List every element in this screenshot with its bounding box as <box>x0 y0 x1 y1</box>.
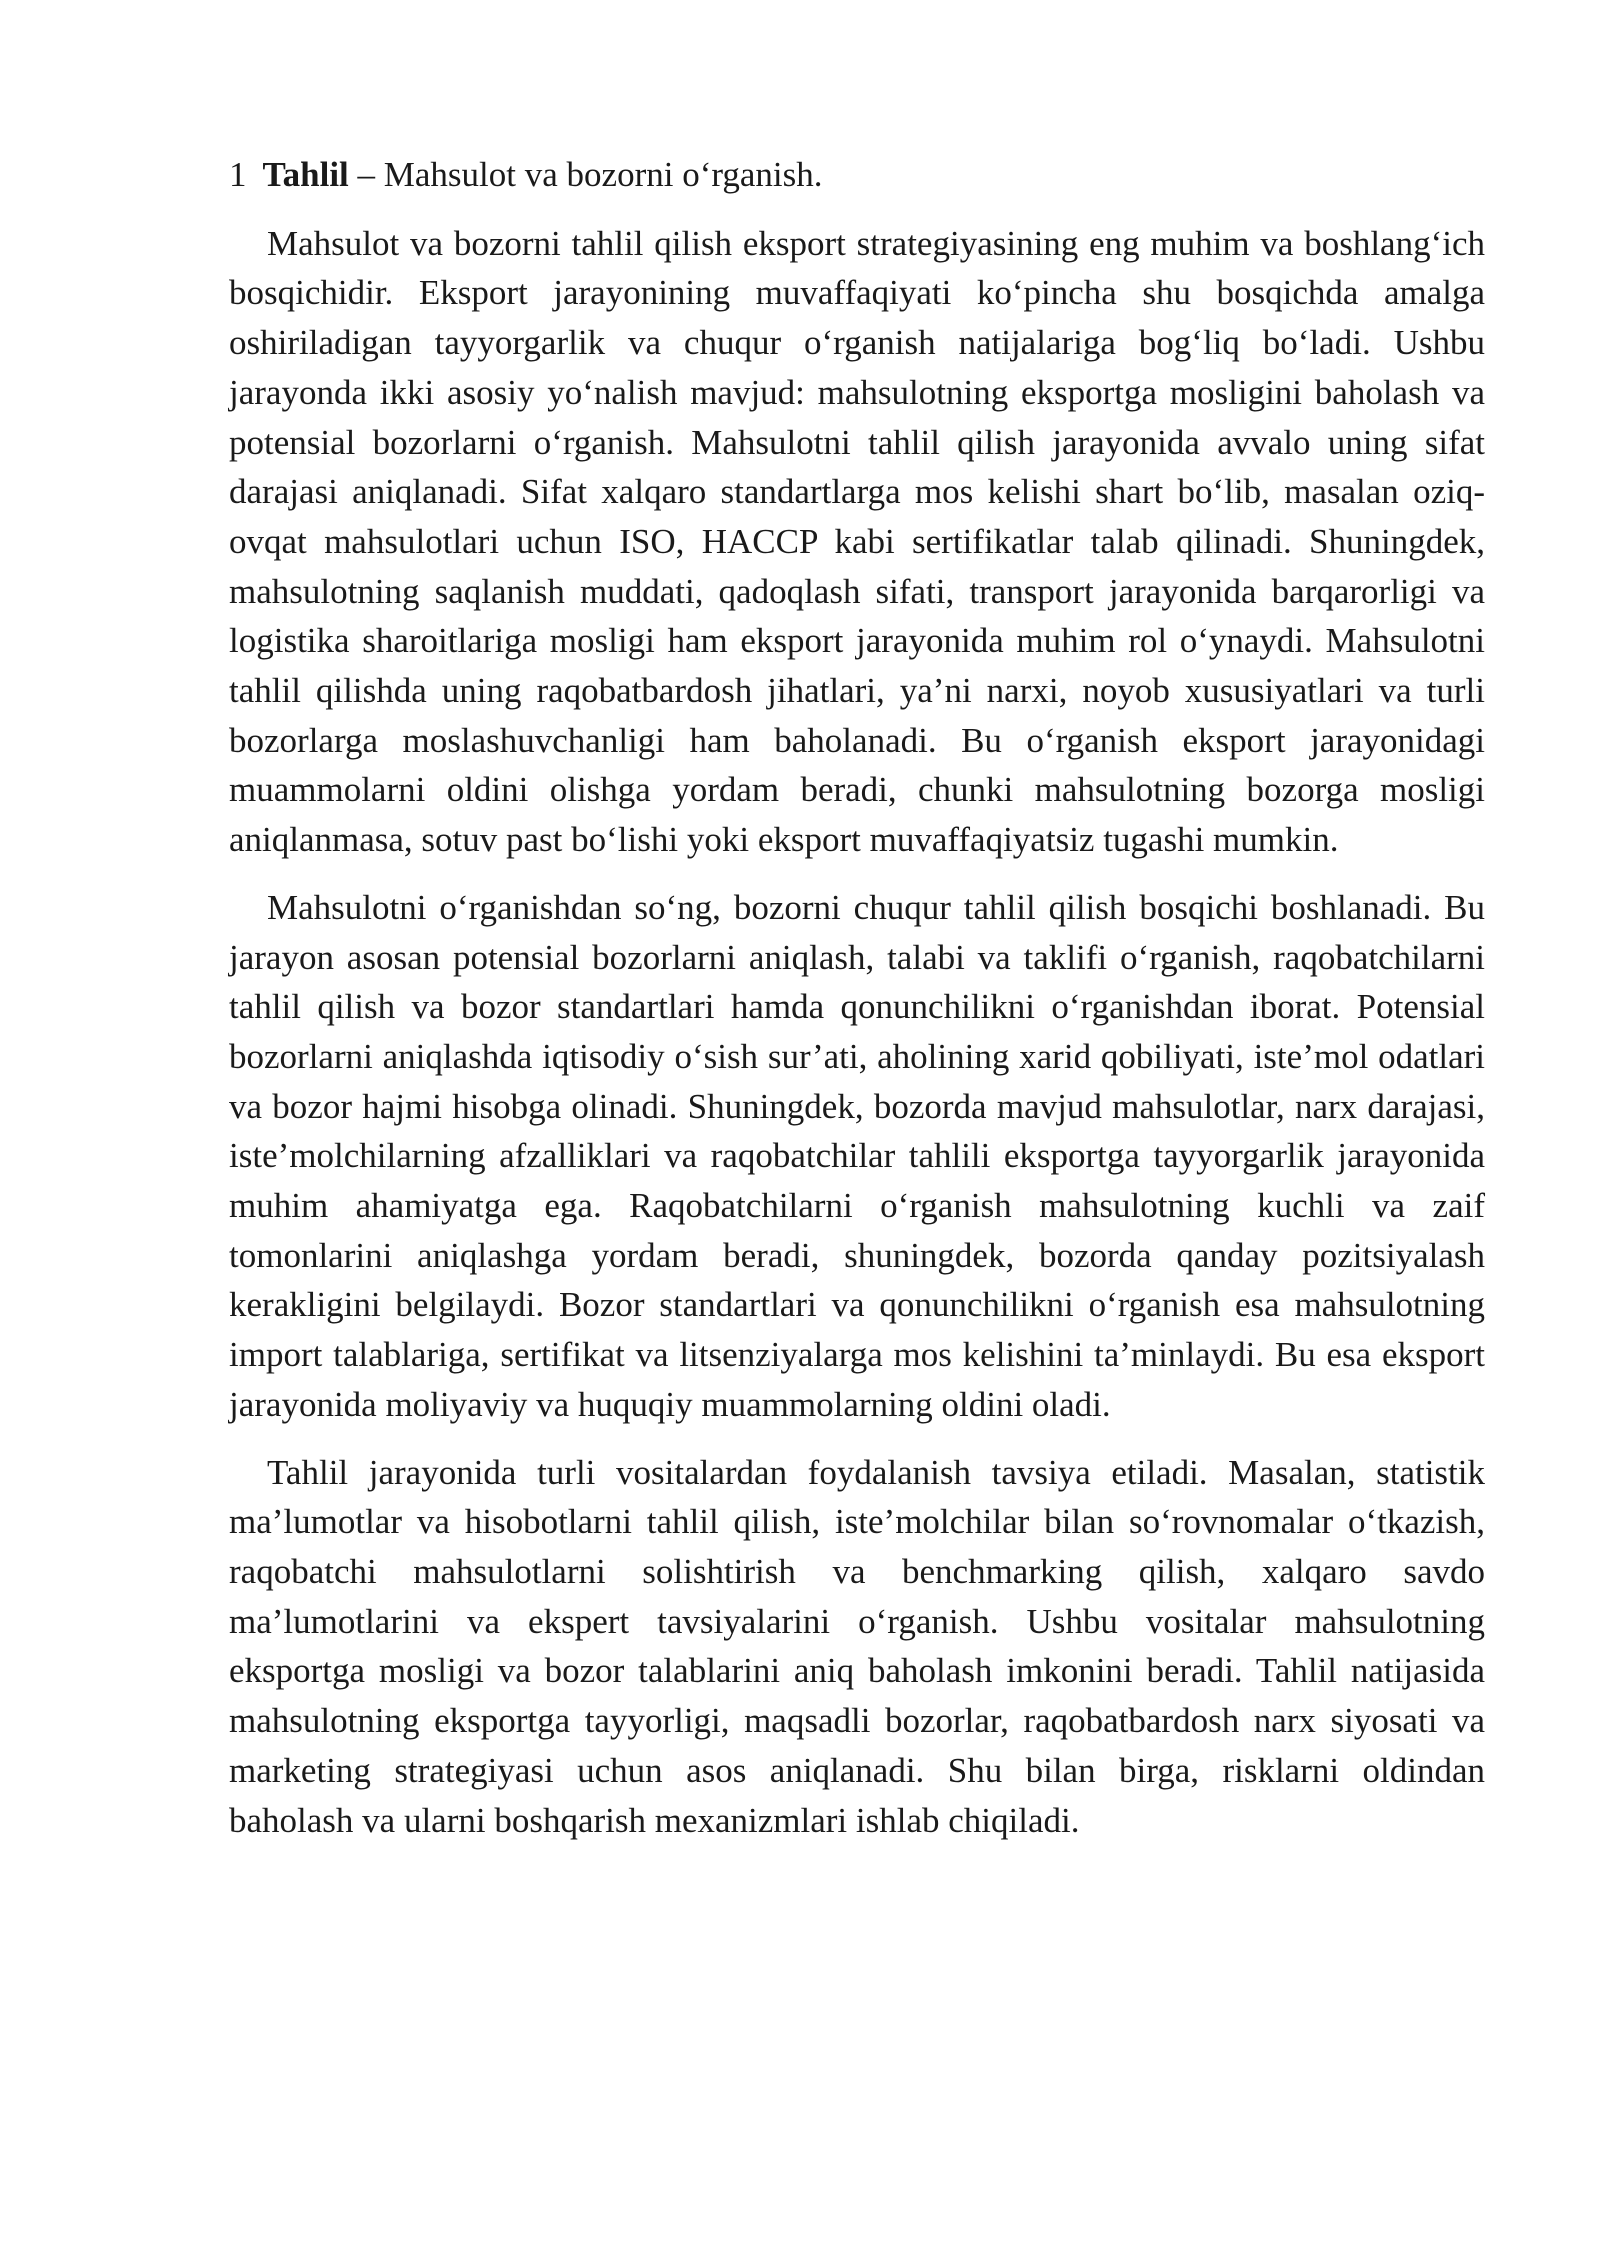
paragraph-analysis-tools: Tahlil jarayonida turli vositalardan foydalanish tavsiya etiladi. Masalan, statistik ma’lumotlar va hisobotlarni tahlil qilish, iste’molchilar bilan so‘rovnomalar o‘tkazish, raqobatchi mahsulotlarni solishtirish va benchmarking qilish, xalqaro savdo ma’lumotlarini va ekspert tavsiyalarini o‘rganish. Ushbu vositalar mahsulotning eksportga mosligi va bozor talablarini aniq baholash imkonini beradi. Tahlil natijasida mahsulotning eksportga tayyorligi, maqsadli bozorlar, raqobatbardosh narx siyosati va marketing strategiyasi uchun asos aniqlanadi. Shu bilan birga, risklarni oldindan baholash va ularni boshqarish mexanizmlari ishlab chiqiladi. <box>229 1452 1485 1840</box>
document-page <box>229 150 1485 1863</box>
paragraph-product-analysis: Mahsulot va bozorni tahlil qilish eksport strategiyasining eng muhim va boshlang‘ich bosqichidir. Eksport jarayonining muvaffaqiyati ko‘pincha shu bosqichda amalga oshiriladigan tayyorgarlik va chuqur o‘rganish natijalariga bog‘liq bo‘ladi. Ushbu jarayonda ikki asosiy yo‘nalish mavjud: mahsulotning eksportga mosligini baholash va potensial bozorlarni o‘rganish. Mahsulotni tahlil qilish jarayonida avvalo uning sifat darajasi aniqlanadi. Sifat xalqaro standartlarga mos kelishi shart bo‘lib, masalan oziq-ovqat mahsulotlari uchun ISO, HACCP kabi sertifikatlar talab qilinadi. Shuningdek, mahsulotning saqlanish muddati, qadoqlash sifati, transport jarayonida barqarorligi va logistika sharoitlariga mosligi ham eksport jarayonida muhim rol o‘ynaydi. Mahsulotni tahlil qilishda uning raqobatbardosh jihatlari, ya’ni narxi, noyob xususiyatlari va turli bozorlarga moslashuvchanligi ham baholanadi. Bu o‘rganish eksport jarayonidagi muammolarni oldini olishga yordam beradi, chunki mahsulotning bozorga mosligi aniqlanmasa, sotuv past bo‘lishi yoki eksport muvaffaqiyatsiz tugashi mumkin. <box>229 223 1485 860</box>
paragraph-market-analysis: Mahsulotni o‘rganishdan so‘ng, bozorni chuqur tahlil qilish bosqichi boshlanadi. Bu jarayon asosan potensial bozorlarni aniqlash, talabi va taklifi o‘rganish, raqobatchilarni tahlil qilish va bozor standartlari hamda qonunchilikni o‘rganishdan iborat. Potensial bozorlarni aniqlashda iqtisodiy o‘sish sur’ati, aholining xarid qobiliyati, iste’mol odatlari va bozor hajmi hisobga olinadi. Shuningdek, bozorda mavjud mahsulotlar, narx darajasi, iste’molchilarning afzalliklari va raqobatchilar tahlili eksportga tayyorgarlik jarayonida muhim ahamiyatga ega. Raqobatchilarni o‘rganish mahsulotning kuchli va zaif tomonlarini aniqlashga yordam beradi, shuningdek, bozorda qanday pozitsiyalash kerakligini belgilaydi. Bozor standartlari va qonunchilikni o‘rganish esa mahsulotning import talablariga, sertifikat va litsenziyalarga mos kelishini ta’minlaydi. Bu esa eksport jarayonida moliyaviy va huquqiy muammolarning oldini oladi. <box>229 887 1485 1424</box>
section-number: 1 <box>229 155 247 194</box>
section-term: Tahlil <box>262 155 349 194</box>
section-title: – Mahsulot va bozorni o‘rganish. <box>348 155 823 194</box>
section-heading <box>229 150 1485 200</box>
